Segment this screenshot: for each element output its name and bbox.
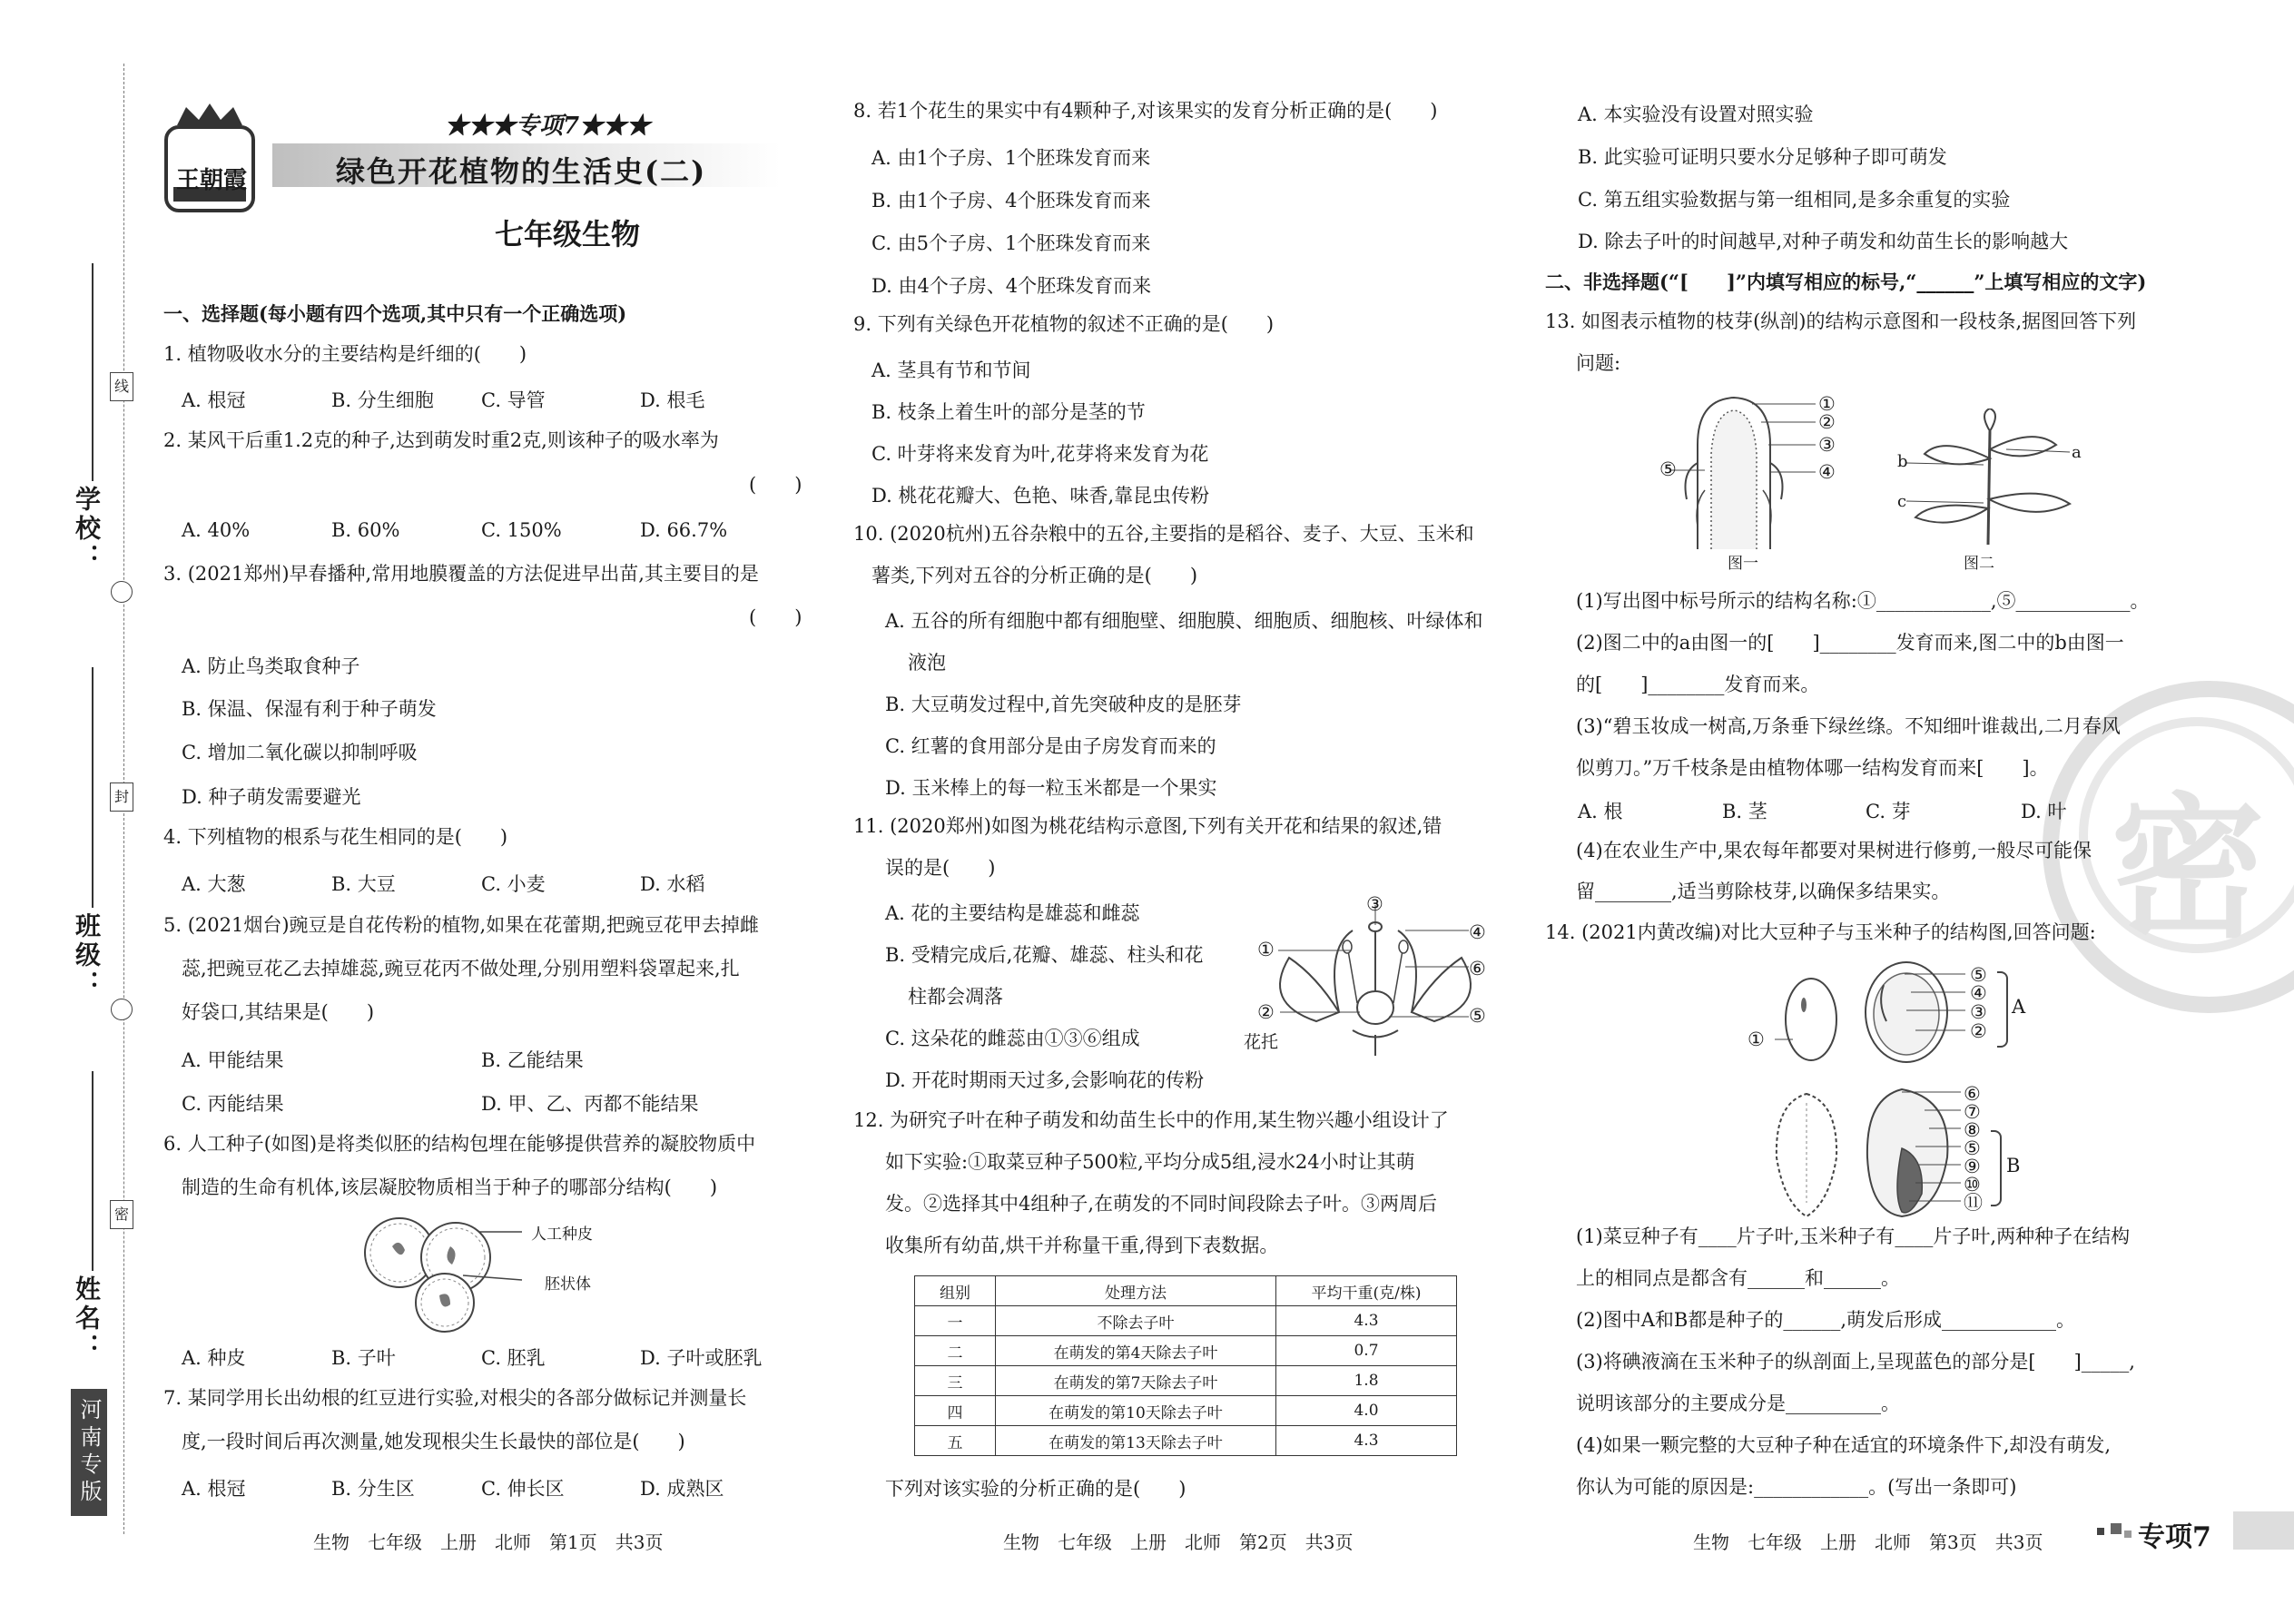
question-6-line2: 制造的生命有机体,该层凝胶物质相当于种子的哪部分结构( ) bbox=[182, 1176, 718, 1198]
q14-part1-line1[interactable]: (1)菜豆种子有____片子叶,玉米种子有____片子叶,两种种子在结构 bbox=[1576, 1225, 2131, 1247]
question-12-line2: 如下实验:①取菜豆种子500粒,平均分成5组,浸水24小时让其萌 bbox=[885, 1151, 1415, 1173]
q8-option-d[interactable]: D. 由4个子房、4个胚珠发育而来 bbox=[871, 275, 1152, 297]
special-topic-tag: 专项7 bbox=[2138, 1521, 2211, 1553]
q3-option-c[interactable]: C. 增加二氧化碳以抑制呼吸 bbox=[182, 742, 418, 763]
embryoid-label: 胚状体 bbox=[545, 1275, 591, 1294]
table-cell: 在萌发的第7天除去子叶 bbox=[996, 1366, 1276, 1396]
question-6-line1: 6. 人工种子(如图)是将类似胚的结构包埋在能够提供营养的凝胶物质中 bbox=[163, 1133, 756, 1155]
q11-option-b-line2: 柱都会凋落 bbox=[908, 986, 1003, 1008]
publisher-logo bbox=[159, 100, 261, 220]
receptacle-label: 花托 bbox=[1244, 1032, 1279, 1052]
seal-mark-seal: 封 bbox=[110, 782, 133, 812]
q4-option-a[interactable]: A. 大葱 bbox=[182, 873, 246, 895]
page-footer-3: 生物 七年级 上册 北师 第3页 共3页 bbox=[1693, 1531, 2043, 1553]
bud-label-5: ⑤ bbox=[1659, 458, 1677, 480]
edition-badge: 河南专版 bbox=[71, 1389, 107, 1516]
q13-part1[interactable]: (1)写出图中标号所示的结构名称:①____________,⑤____________。 bbox=[1576, 590, 2150, 612]
question-7-line1: 7. 某同学用长出幼根的红豆进行实验,对根尖的各部分做标记并测量长 bbox=[163, 1387, 747, 1409]
section-nonchoice-heading: 二、非选择题(“[ ]”内填写相应的标号,“______”上填写相应的文字) bbox=[1545, 271, 2147, 293]
twig-label-c: c bbox=[1897, 492, 1907, 511]
artificial-seed-figure bbox=[354, 1212, 663, 1338]
q6-option-a[interactable]: A. 种皮 bbox=[182, 1347, 246, 1369]
question-8: 8. 若1个花生的果实中有4颗种子,对该果实的发育分析正确的是( ) bbox=[853, 100, 1438, 122]
bracket-b bbox=[1991, 1130, 2002, 1206]
binding-margin bbox=[0, 0, 127, 1624]
question-12-prompt: 下列对该实验的分析正确的是( ) bbox=[885, 1478, 1186, 1500]
table-header: 平均干重(克/株) bbox=[1276, 1276, 1457, 1306]
q2-option-a[interactable]: A. 40% bbox=[182, 519, 251, 541]
page-subtitle: 七年级生物 bbox=[495, 217, 641, 251]
q13-option-c[interactable]: C. 芽 bbox=[1866, 801, 1911, 822]
q9-option-c[interactable]: C. 叶芽将来发育为叶,花芽将来发育为花 bbox=[871, 443, 1209, 465]
q4-option-d[interactable]: D. 水稻 bbox=[640, 873, 705, 895]
q1-option-a[interactable]: A. 根冠 bbox=[182, 389, 246, 411]
table-row bbox=[915, 1306, 1457, 1336]
q13-part3-line1: (3)“碧玉妆成一树高,万条垂下绿丝绦。不知细叶谁裁出,二月春风 bbox=[1576, 715, 2121, 737]
q9-option-d[interactable]: D. 桃花花瓣大、色艳、味香,靠昆虫传粉 bbox=[871, 485, 1210, 507]
flower-label-4: ④ bbox=[1469, 921, 1486, 943]
table-cell: 1.8 bbox=[1276, 1366, 1457, 1396]
q14-part3-line1[interactable]: (3)将碘液滴在玉米种子的纵剖面上,呈现蓝色的部分是[ ]_____, bbox=[1576, 1351, 2135, 1373]
section-choice-heading: 一、选择题(每小题有四个选项,其中只有一个正确选项) bbox=[163, 302, 627, 325]
q2-option-d[interactable]: D. 66.7% bbox=[640, 519, 728, 541]
page-title: 绿色开花植物的生活史(二) bbox=[336, 154, 707, 189]
q7-option-b[interactable]: B. 分生区 bbox=[331, 1478, 415, 1500]
q2-option-c[interactable]: C. 150% bbox=[481, 519, 562, 541]
table-cell: 在萌发的第10天除去子叶 bbox=[996, 1396, 1276, 1426]
q11-option-b-line1[interactable]: B. 受精完成后,花瓣、雄蕊、柱头和花 bbox=[885, 944, 1204, 966]
flower-label-6: ⑥ bbox=[1469, 958, 1486, 979]
bracket-a-label: A bbox=[2012, 996, 2026, 1018]
q2-option-b[interactable]: B. 60% bbox=[331, 519, 400, 541]
school-label: 学校： bbox=[72, 486, 102, 573]
q14-part4-line2[interactable]: 你认为可能的原因是:____________。(写出一条即可) bbox=[1576, 1476, 2017, 1498]
page-footer-2: 生物 七年级 上册 北师 第2页 共3页 bbox=[1003, 1531, 1354, 1553]
corn-label-10: ⑩ bbox=[1964, 1174, 1981, 1196]
q1-option-d[interactable]: D. 根毛 bbox=[640, 389, 705, 411]
q7-option-d[interactable]: D. 成熟区 bbox=[640, 1478, 724, 1500]
q8-option-b[interactable]: B. 由1个子房、4个胚珠发育而来 bbox=[871, 190, 1151, 212]
q1-option-c[interactable]: C. 导管 bbox=[481, 389, 546, 411]
corn-label-11: ⑪ bbox=[1964, 1192, 1983, 1214]
q7-option-c[interactable]: C. 伸长区 bbox=[481, 1478, 565, 1500]
twig-label-b: b bbox=[1897, 452, 1908, 471]
q6-option-c[interactable]: C. 胚乳 bbox=[481, 1347, 546, 1369]
tag-bar bbox=[2233, 1511, 2294, 1550]
question-10-line1: 10. (2020杭州)五谷杂粮中的五谷,主要指的是稻谷、麦子、大豆、玉米和 bbox=[853, 523, 1474, 545]
q11-option-a[interactable]: A. 花的主要结构是雄蕊和雌蕊 bbox=[885, 902, 1140, 924]
figure-1-caption: 图一 bbox=[1728, 555, 1758, 573]
table-cell: 不除去子叶 bbox=[996, 1306, 1276, 1336]
question-9: 9. 下列有关绿色开花植物的叙述不正确的是( ) bbox=[853, 313, 1275, 335]
q12-option-d[interactable]: D. 除去子叶的时间越早,对种子萌发和幼苗生长的影响越大 bbox=[1578, 231, 2069, 252]
q12-option-b[interactable]: B. 此实验可证明只要水分足够种子即可萌发 bbox=[1578, 146, 1947, 168]
question-10-line2: 薯类,下列对五谷的分析正确的是( ) bbox=[871, 565, 1198, 586]
table-cell: 4.0 bbox=[1276, 1396, 1457, 1426]
question-5-line3: 好袋口,其结果是( ) bbox=[182, 1001, 375, 1023]
binding-hole-icon bbox=[111, 999, 133, 1020]
twig-figure bbox=[1888, 408, 2088, 548]
q5-option-c[interactable]: C. 丙能结果 bbox=[182, 1093, 284, 1115]
q5-option-b[interactable]: B. 乙能结果 bbox=[481, 1049, 584, 1071]
bracket-b-label: B bbox=[2006, 1155, 2021, 1176]
flower-label-5: ⑤ bbox=[1469, 1005, 1486, 1027]
question-11-line1: 11. (2020郑州)如图为桃花结构示意图,下列有关开花和结果的叙述,错 bbox=[853, 815, 1442, 837]
q7-option-a[interactable]: A. 根冠 bbox=[182, 1478, 246, 1500]
bean-label-4: ④ bbox=[1970, 982, 1987, 1004]
q10-option-a-line1[interactable]: A. 五谷的所有细胞中都有细胞壁、细胞膜、细胞质、细胞核、叶绿体和 bbox=[885, 610, 1483, 632]
question-12-line4: 收集所有幼苗,烘干并称量干重,得到下表数据。 bbox=[885, 1235, 1279, 1256]
corn-label-9: ⑨ bbox=[1964, 1156, 1981, 1177]
page-footer-1: 生物 七年级 上册 北师 第1页 共3页 bbox=[313, 1531, 664, 1553]
question-12-line1: 12. 为研究子叶在种子萌发和幼苗生长中的作用,某生物兴趣小组设计了 bbox=[853, 1109, 1449, 1131]
corn-label-7: ⑦ bbox=[1964, 1101, 1981, 1123]
question-11-line2: 误的是( ) bbox=[885, 857, 996, 879]
q3-option-a[interactable]: A. 防止鸟类取食种子 bbox=[182, 655, 360, 677]
table-header-row bbox=[915, 1276, 1457, 1306]
q4-option-b[interactable]: B. 大豆 bbox=[331, 873, 396, 895]
q10-option-d[interactable]: D. 玉米棒上的每一粒玉米都是一个果实 bbox=[885, 777, 1217, 799]
question-4: 4. 下列植物的根系与花生相同的是( ) bbox=[163, 826, 508, 848]
q12-option-a[interactable]: A. 本实验没有设置对照实验 bbox=[1578, 103, 1814, 125]
table-cell: 五 bbox=[915, 1426, 996, 1456]
q13-option-a[interactable]: A. 根 bbox=[1578, 801, 1623, 822]
flower-label-3: ③ bbox=[1366, 893, 1383, 915]
q14-part2[interactable]: (2)图中A和B都是种子的______,萌发后形成____________。 bbox=[1576, 1309, 2076, 1331]
question-12-line3: 发。②选择其中4组种子,在萌发的不同时间段除去子叶。③两周后 bbox=[885, 1193, 1438, 1215]
q13-part2-line2[interactable]: 的[ ]________发育而来。 bbox=[1576, 674, 1820, 695]
table-cell: 在萌发的第4天除去子叶 bbox=[996, 1336, 1276, 1366]
table-row bbox=[915, 1336, 1457, 1366]
tag-dot bbox=[2097, 1528, 2104, 1535]
class-field[interactable] bbox=[92, 667, 94, 908]
q3-option-b[interactable]: B. 保温、保湿有利于种子萌发 bbox=[182, 698, 437, 720]
table-row bbox=[915, 1366, 1457, 1396]
q12-option-c[interactable]: C. 第五组实验数据与第一组相同,是多余重复的实验 bbox=[1578, 189, 2011, 211]
q6-option-b[interactable]: B. 子叶 bbox=[331, 1347, 396, 1369]
question-13-line2: 问题: bbox=[1576, 352, 1621, 374]
table-cell: 在萌发的第13天除去子叶 bbox=[996, 1426, 1276, 1456]
bud-label-1: ① bbox=[1818, 393, 1836, 415]
table-row bbox=[915, 1396, 1457, 1426]
q13-option-d[interactable]: D. 叶 bbox=[2021, 801, 2067, 822]
bean-label-2: ② bbox=[1970, 1020, 1987, 1042]
corn-label-5: ⑤ bbox=[1964, 1137, 1981, 1159]
corn-label-6: ⑥ bbox=[1964, 1083, 1981, 1105]
binding-hole-icon bbox=[111, 581, 133, 603]
tag-dot bbox=[2111, 1523, 2122, 1534]
q3-answer-paren[interactable]: ( ) bbox=[749, 606, 802, 628]
q9-option-b[interactable]: B. 枝条上着生叶的部分是茎的节 bbox=[871, 401, 1146, 423]
q6-option-d[interactable]: D. 子叶或胚乳 bbox=[640, 1347, 763, 1369]
question-5-line1: 5. (2021烟台)豌豆是自花传粉的植物,如果在花蕾期,把豌豆花甲去掉雌 bbox=[163, 914, 759, 936]
q9-option-a[interactable]: A. 茎具有节和节间 bbox=[871, 359, 1031, 381]
question-14: 14. (2021内黄改编)对比大豆种子与玉米种子的结构图,回答问题: bbox=[1545, 921, 2096, 943]
q13-part3-line2[interactable]: 似剪刀。”万千枝条是由植物体哪一结构发育而来[ ]。 bbox=[1576, 757, 2049, 779]
q13-part4-line2[interactable]: 留________,适当剪除枝芽,以确保多结果实。 bbox=[1576, 881, 1951, 902]
name-label: 姓名： bbox=[72, 1275, 102, 1363]
seal-mark-secret: 密 bbox=[110, 1200, 133, 1229]
twig-label-a: a bbox=[2072, 443, 2082, 462]
q10-option-a-line2: 液泡 bbox=[908, 652, 946, 674]
bean-label-3: ③ bbox=[1970, 1001, 1987, 1023]
bud-label-2: ② bbox=[1818, 411, 1836, 433]
bracket-a bbox=[1997, 971, 2008, 1048]
flower-label-2: ② bbox=[1257, 1001, 1275, 1023]
bud-label-4: ④ bbox=[1818, 461, 1836, 483]
artificial-seed-coat-label: 人工种皮 bbox=[531, 1225, 593, 1244]
stamp-character: 密 bbox=[2111, 778, 2266, 960]
school-field[interactable] bbox=[92, 263, 94, 481]
table-cell: 三 bbox=[915, 1366, 996, 1396]
q14-part3-line2[interactable]: 说明该部分的主要成分是__________。 bbox=[1576, 1393, 1900, 1414]
q11-option-c[interactable]: C. 这朵花的雌蕊由①③⑥组成 bbox=[885, 1028, 1140, 1049]
q2-answer-paren[interactable]: ( ) bbox=[749, 474, 802, 496]
question-5-line2: 蕊,把豌豆花乙去掉雄蕊,豌豆花丙不做处理,分别用塑料袋罩起来,扎 bbox=[182, 958, 740, 979]
bean-label-1: ① bbox=[1748, 1029, 1765, 1050]
table-cell: 四 bbox=[915, 1396, 996, 1426]
experiment-table bbox=[914, 1275, 1457, 1456]
class-label: 班级： bbox=[72, 912, 102, 999]
question-13-line1: 13. 如图表示植物的枝芽(纵剖)的结构示意图和一段枝条,据图回答下列 bbox=[1545, 310, 2137, 332]
table-cell: 二 bbox=[915, 1336, 996, 1366]
q8-option-c[interactable]: C. 由5个子房、1个胚珠发育而来 bbox=[871, 232, 1151, 254]
table-cell: 4.3 bbox=[1276, 1426, 1457, 1456]
q11-option-d[interactable]: D. 开花时期雨天过多,会影响花的传粉 bbox=[885, 1069, 1205, 1091]
table-cell: 0.7 bbox=[1276, 1336, 1457, 1366]
figure-2-caption: 图二 bbox=[1964, 555, 1994, 573]
table-cell: 4.3 bbox=[1276, 1306, 1457, 1336]
name-field[interactable] bbox=[92, 1071, 94, 1271]
question-2: 2. 某风干后重1.2克的种子,达到萌发时重2克,则该种子的吸水率为 bbox=[163, 429, 719, 451]
q14-part4-line1: (4)如果一颗完整的大豆种子种在适宜的环境条件下,却没有萌发, bbox=[1576, 1434, 2112, 1456]
q13-part4-line1: (4)在农业生产中,果农每年都要对果树进行修剪,一般尽可能保 bbox=[1576, 840, 2092, 861]
table-header: 处理方法 bbox=[996, 1276, 1276, 1306]
tag-dot bbox=[2124, 1530, 2132, 1538]
bean-label-5: ⑤ bbox=[1970, 964, 1987, 986]
q13-option-b[interactable]: B. 茎 bbox=[1722, 801, 1767, 822]
q10-option-c[interactable]: C. 红薯的食用部分是由子房发育而来的 bbox=[885, 735, 1216, 757]
q3-option-d[interactable]: D. 种子萌发需要避光 bbox=[182, 786, 361, 808]
q1-option-b[interactable]: B. 分生细胞 bbox=[331, 389, 434, 411]
bud-label-3: ③ bbox=[1818, 434, 1836, 456]
q5-option-d[interactable]: D. 甲、乙、丙都不能结果 bbox=[481, 1093, 699, 1115]
q13-part2-line1[interactable]: (2)图二中的a由图一的[ ]________发育而来,图二中的b由图一 bbox=[1576, 632, 2124, 654]
table-header: 组别 bbox=[915, 1276, 996, 1306]
q10-option-b[interactable]: B. 大豆萌发过程中,首先突破种皮的是胚芽 bbox=[885, 694, 1242, 715]
bud-section-figure bbox=[1661, 390, 1843, 557]
flower-label-1: ① bbox=[1257, 939, 1275, 960]
corn-label-8: ⑧ bbox=[1964, 1119, 1981, 1141]
q14-part1-line2[interactable]: 上的相同点是都含有______和______。 bbox=[1576, 1267, 1900, 1289]
seal-mark-line: 线 bbox=[110, 372, 133, 401]
table-cell: 一 bbox=[915, 1306, 996, 1336]
special-topic-label: ★★★专项7★★★ bbox=[445, 113, 651, 140]
question-7-line2: 度,一段时间后再次测量,她发现根尖生长最快的部位是( ) bbox=[182, 1431, 685, 1452]
question-3: 3. (2021郑州)早春播种,常用地膜覆盖的方法促进早出苗,其主要目的是 bbox=[163, 563, 759, 585]
question-1: 1. 植物吸收水分的主要结构是纤细的( ) bbox=[163, 343, 527, 365]
logo-text: 王朝霞 bbox=[176, 167, 248, 194]
q5-option-a[interactable]: A. 甲能结果 bbox=[182, 1049, 284, 1071]
q8-option-a[interactable]: A. 由1个子房、1个胚珠发育而来 bbox=[871, 147, 1151, 169]
table-row bbox=[915, 1426, 1457, 1456]
q4-option-c[interactable]: C. 小麦 bbox=[481, 873, 546, 895]
